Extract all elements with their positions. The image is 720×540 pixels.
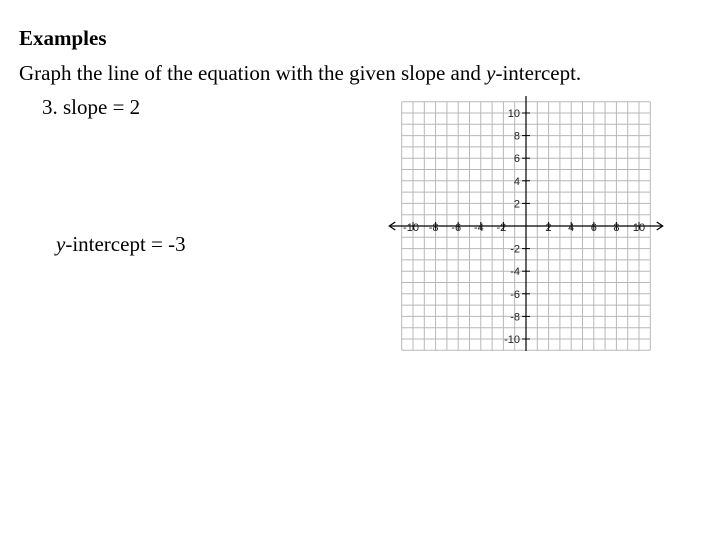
y-tick-label: -6 (510, 288, 520, 301)
y-tick-label: -2 (510, 243, 520, 256)
problem-intercept (56, 232, 186, 256)
y-tick-label: 6 (513, 153, 520, 166)
x-tick-label: 8 (613, 222, 620, 234)
y-tick-label: 8 (513, 130, 520, 143)
coordinate-grid (380, 96, 680, 351)
x-tick-label: 2 (545, 222, 552, 234)
instruction-before: Graph the line of the equation with the given slope and (19, 61, 487, 85)
intercept-rest: -intercept = -3 (65, 232, 186, 256)
y-tick-label: 4 (513, 175, 520, 188)
intercept-variable: y (56, 232, 66, 256)
y-tick-label: -8 (510, 311, 520, 324)
x-tick-label: -2 (496, 222, 507, 234)
y-tick-label: 2 (513, 198, 520, 211)
x-tick-label: 4 (568, 222, 575, 234)
x-tick-label: -10 (403, 222, 419, 234)
y-tick-label: -10 (504, 334, 520, 346)
problem-slope: 3. slope = 2 (42, 95, 141, 119)
x-tick-label: -6 (451, 222, 462, 234)
x-tick-label: -8 (428, 222, 439, 234)
y-tick-label: 10 (507, 108, 520, 120)
instruction-variable: y (486, 61, 496, 85)
x-tick-label: 10 (632, 222, 646, 234)
x-tick-label: 6 (590, 222, 597, 234)
instruction-text (19, 61, 581, 85)
x-tick-label: -4 (473, 222, 484, 234)
instruction-after: -intercept. (495, 61, 582, 85)
y-tick-label: -4 (510, 266, 520, 279)
section-heading: Examples (19, 26, 107, 50)
